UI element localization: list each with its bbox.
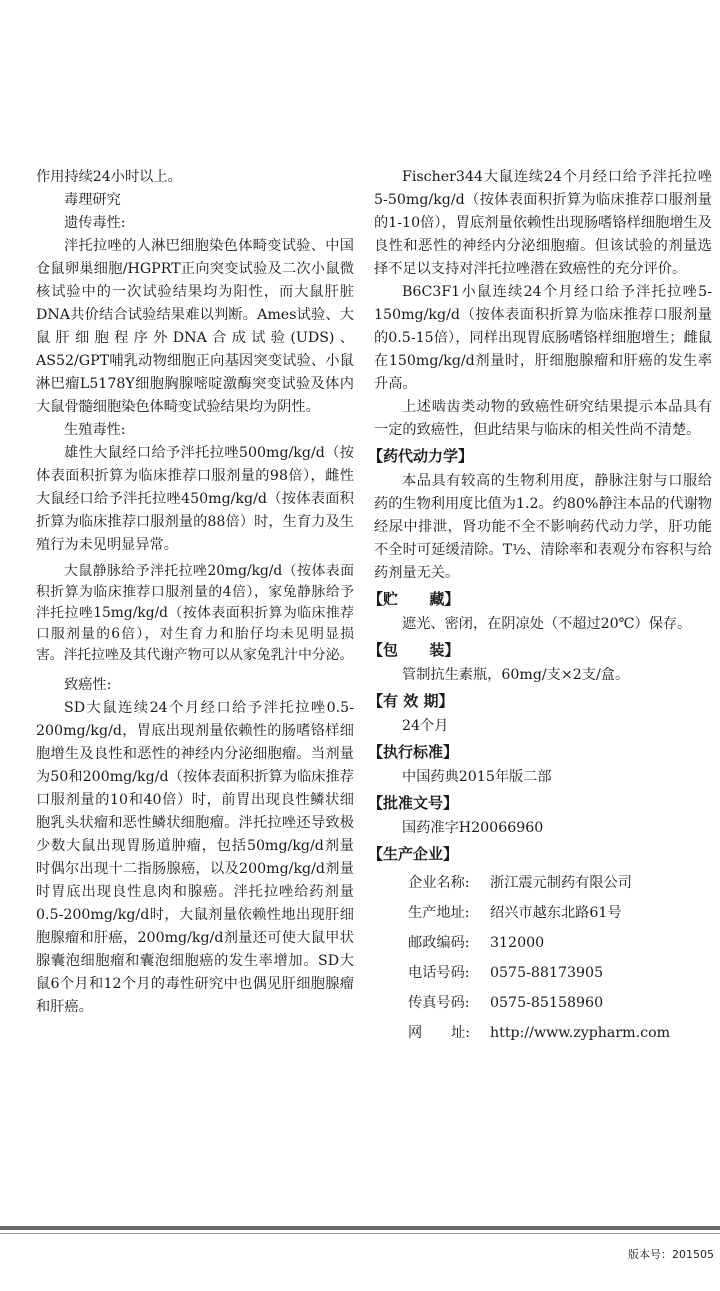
heading-standard: 【执行标准】 — [368, 743, 459, 761]
paragraph-duration: 作用持续24小时以上。 — [36, 169, 182, 185]
paragraph-reproductive-2: 大鼠静脉给予泮托拉唑20mg/kg/d（按体表面积折算为临床推荐口服剂量的4倍），家兔静脉给予泮托拉唑15mg/kg/d（按体表面积折算为临床推荐口服剂量的6倍），对生育力和胎仔均未见明显损害。泮托拉唑及其代谢产物可以从家兔乳汁中分泌。 — [36, 563, 354, 663]
paragraph-b6c3f1: B6C3F1小鼠连续24个月经口给予泮托拉唑5-150mg/kg/d（按体表面积折算为临床推荐口服剂量的0.5-15倍），同样出现胃底肠嗜铬样细胞增生；雌鼠在150mg/kg/d剂量时，肝细胞腺瘤和肝癌的发生率升高。 — [374, 284, 712, 392]
website-label-part-2: 址: — [451, 1025, 470, 1041]
paragraph-approval-number: 国药准字H20066960 — [402, 820, 544, 836]
manufacturer-name-label: 企业名称: — [408, 875, 470, 891]
paragraph-storage: 遮光、密闭，在阴凉处（不超过20℃）保存。 — [402, 616, 692, 632]
left-column — [36, 166, 354, 1019]
manufacturer-zip-row — [374, 928, 712, 958]
manufacturer-zip-label: 邮政编码: — [408, 935, 470, 951]
manufacturer-website-label — [408, 1018, 470, 1048]
heading-manufacturer: 【生产企业】 — [368, 845, 459, 863]
version-number: 版本号：201505 — [628, 1248, 714, 1261]
manufacturer-phone-row — [374, 958, 712, 988]
footer-divider-thick — [0, 1226, 720, 1230]
heading-pharmacokinetics: 【药代动力学】 — [368, 447, 474, 465]
heading-toxicology: 毒理研究 — [64, 192, 121, 208]
manufacturer-fax-value: 0575-85158960 — [490, 995, 604, 1011]
paragraph-pharmacokinetics: 本品具有较高的生物利用度，静脉注射与口服给药的生物利用度比值为1.2。约80%静注本品的代谢物经尿中排泄，肾功能不全不影响药代动力学，肝功能不全时可延缓清除。T½、清除率和表观分布容积与给药剂量无关。 — [374, 473, 712, 581]
manufacturer-name-value: 浙江震元制药有限公司 — [490, 875, 632, 891]
paragraph-carcinogenicity: SD大鼠连续24个月经口给予泮托拉唑0.5-200mg/kg/d，胃底出现剂量依赖性的肠嗜铬样细胞增生及良性和恶性的神经内分泌细胞瘤。当剂量为50和200mg/kg/d（按体表面积折算为临床推荐口服剂量的10和40倍）时，前胃出现良性鳞状细胞乳头状瘤和恶性鳞状细胞瘤。泮托拉唑还导致极少数大鼠出现胃肠道肿瘤，包括50mg/kg/d剂量时偶尔出现十二指肠腺癌，以及200mg/kg/d剂量时胃底出现良性息肉和腺癌。泮托拉唑给药剂量0.5-200mg/kg/d时，大鼠剂量依赖性地出现肝细胞腺瘤和肝癌，200mg/kg/d剂量还可使大鼠甲状腺囊泡细胞瘤和囊泡细胞癌的发生率增加。SD大鼠6个月和12个月的毒性研究中也偶见肝细胞腺瘤和肝癌。 — [36, 700, 354, 1015]
manufacturer-zip-value: 312000 — [490, 935, 545, 951]
paragraph-reproductive-1: 雄性大鼠经口给予泮托拉唑500mg/kg/d（按体表面积折算为临床推荐口服剂量的98倍），雌性大鼠经口给予泮托拉唑450mg/kg/d（按体表面积折算为临床推荐口服剂量的88倍）时，生育力及生殖行为未见明显异常。 — [36, 445, 354, 553]
paragraph-genotoxicity: 泮托拉唑的人淋巴细胞染色体畸变试验、中国仓鼠卵巢细胞/HGPRT正向突变试验及二次小鼠微核试验中的一次试验结果均为阳性，而大鼠肝脏DNA共价结合试验结果难以判断。Ames试验、大鼠肝细胞程序外DNA合成试验(UDS)、AS52/GPT哺乳动物细胞正向基因突变试验、小鼠淋巴瘤L5178Y细胞胸腺嘧啶激酶突变试验及体内大鼠骨髓细胞染色体畸变试验结果均为阴性。 — [36, 238, 354, 415]
heading-storage: 【贮 藏】 — [368, 590, 460, 608]
paragraph-validity: 24个月 — [402, 718, 449, 734]
manufacturer-website-value: http://www.zypharm.com — [490, 1025, 671, 1041]
heading-reproductive-toxicity: 生殖毒性: — [64, 422, 126, 438]
manufacturer-fax-row — [374, 988, 712, 1018]
manufacturer-phone-value: 0575-88173905 — [490, 965, 604, 981]
website-label-part-1: 网 — [408, 1025, 423, 1041]
heading-approval-number: 【批准文号】 — [368, 794, 459, 812]
manufacturer-phone-label: 电话号码: — [408, 965, 470, 981]
paragraph-carcinogenicity-summary: 上述啮齿类动物的致癌性研究结果提示本品具有一定的致癌性，但此结果与临床的相关性尚不清楚。 — [374, 399, 712, 438]
manufacturer-address-row — [374, 898, 712, 928]
manufacturer-fax-label: 传真号码: — [408, 995, 470, 1011]
manufacturer-address-label: 生产地址: — [408, 905, 470, 921]
paragraph-standard: 中国药典2015年版二部 — [402, 769, 552, 785]
paragraph-package: 管制抗生素瓶，60mg/支×2支/盒。 — [402, 667, 630, 683]
right-column — [368, 166, 712, 1048]
manufacturer-address-value: 绍兴市越东北路61号 — [490, 905, 622, 921]
manufacturer-website-row — [374, 1018, 712, 1048]
manufacturer-info — [374, 868, 712, 1048]
heading-genotoxicity: 遗传毒性: — [64, 215, 126, 231]
manufacturer-name-row — [374, 868, 712, 898]
heading-package: 【包 装】 — [368, 641, 460, 659]
heading-validity: 【有 效 期】 — [368, 692, 454, 710]
heading-carcinogenicity: 致癌性: — [64, 677, 112, 693]
footer-divider-thin — [0, 1233, 720, 1234]
paragraph-f344: Fischer344大鼠连续24个月经口给予泮托拉唑5-50mg/kg/d（按体表面积折算为临床推荐口服剂量的1-10倍），胃底剂量依赖性出现肠嗜铬样细胞增生及良性和恶性的神经内分泌细胞瘤。但该试验的剂量选择不足以支持对泮托拉唑潜在致癌性的充分评价。 — [374, 169, 712, 277]
